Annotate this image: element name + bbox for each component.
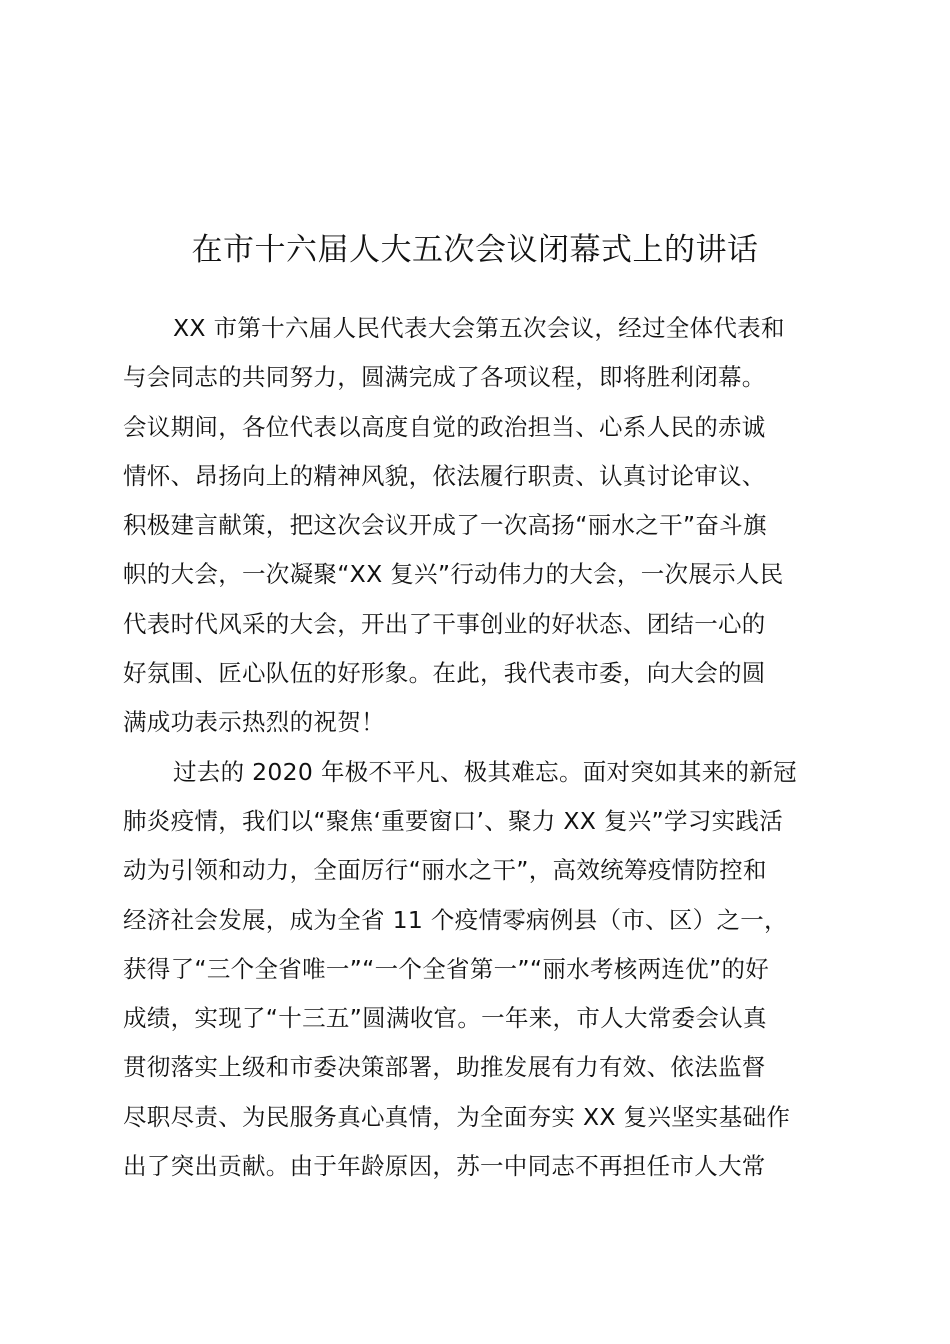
text-line: 好氛围、匠心队伍的好形象。在此，我代表市委，向大会的圆	[123, 659, 766, 688]
text-line: 积极建言献策，把这次会议开成了一次高扬“丽水之干”奋斗旗	[123, 511, 767, 540]
text-line: 过去的 2020 年极不平凡、极其难忘。面对突如其来的新冠	[173, 757, 797, 786]
text-line: 贯彻落实上级和市委决策部署，助推发展有力有效、依法监督	[123, 1053, 766, 1082]
text-line: 满成功表示热烈的祝贺！	[123, 708, 385, 737]
paragraph-2	[123, 748, 843, 1192]
text-line: 动为引领和动力，全面厉行“丽水之干”，高效统筹疫情防控和	[123, 856, 767, 885]
text-line: 经济社会发展，成为全省 11 个疫情零病例县（市、区）之一，	[123, 905, 788, 934]
text-line: 成绩，实现了“十三五”圆满收官。一年来，市人大常委会认真	[123, 1004, 767, 1033]
text-line: 获得了“三个全省唯一”“一个全省第一”“丽水考核两连优”的好	[123, 954, 770, 983]
text-line: 会议期间，各位代表以高度自觉的政治担当、心系人民的赤诚	[123, 412, 766, 441]
text-line: 与会同志的共同努力，圆满完成了各项议程，即将胜利闭幕。	[123, 363, 766, 392]
document-title: 在市十六届人大五次会议闭幕式上的讲话	[191, 232, 759, 268]
document-body	[123, 304, 843, 1191]
text-line: 帜的大会，一次凝聚“XX 复兴”行动伟力的大会，一次展示人民	[123, 560, 784, 589]
text-line: XX 市第十六届人民代表大会第五次会议，经过全体代表和	[173, 314, 785, 342]
text-line: 出了突出贡献。由于年龄原因，苏一中同志不再担任市人大常	[123, 1152, 766, 1181]
text-line: 尽职尽责、为民服务真心真情，为全面夯实 XX 复兴坚实基础作	[123, 1102, 791, 1131]
text-line: 情怀、昂扬向上的精神风貌，依法履行职责、认真讨论审议、	[123, 461, 766, 490]
text-line: 代表时代风采的大会，开出了干事创业的好状态、团结一心的	[123, 609, 766, 638]
paragraph-1	[123, 304, 843, 748]
text-line: 肺炎疫情，我们以“聚焦‘重要窗口’、聚力 XX 复兴”学习实践活	[123, 806, 784, 835]
